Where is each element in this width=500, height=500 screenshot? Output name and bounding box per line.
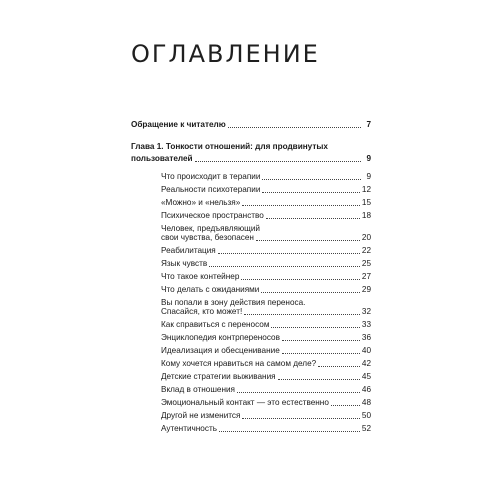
entry-label: Эмоциональный контакт — это естественно — [161, 398, 329, 407]
entry-page: 36 — [361, 333, 371, 342]
entry-page: 25 — [361, 259, 371, 268]
entry-page: 46 — [361, 385, 371, 394]
entry-page: 33 — [361, 320, 371, 329]
entry-page: 22 — [361, 246, 371, 255]
leader-dots — [331, 405, 360, 406]
leader-dots — [278, 379, 360, 380]
entry-label: Обращение к читателю — [131, 120, 226, 129]
entry-label: Спасайся, кто может! — [161, 307, 243, 316]
toc-entry[interactable] — [161, 259, 371, 269]
leader-dots — [266, 218, 360, 219]
leader-dots — [218, 253, 360, 254]
page-title: ОГЛАВЛЕНИЕ — [131, 40, 320, 68]
entry-label-line: Вы попали в зону действия переноса. — [161, 298, 306, 307]
toc-entry[interactable] — [161, 398, 371, 408]
leader-dots — [244, 314, 360, 315]
toc-entry[interactable] — [161, 285, 371, 295]
toc-entry[interactable] — [161, 424, 371, 434]
toc-entry[interactable] — [161, 185, 371, 195]
leader-dots — [282, 340, 360, 341]
entry-label: Детские стратегии выживания — [161, 372, 276, 381]
entry-page: 50 — [361, 411, 371, 420]
entry-page: 52 — [361, 424, 371, 433]
entry-page: 48 — [361, 398, 371, 407]
leader-dots — [262, 179, 361, 180]
entry-page: 15 — [361, 198, 371, 207]
entry-page: 27 — [361, 272, 371, 281]
entry-label: Энциклопедия контрпереносов — [161, 333, 280, 342]
leader-dots — [262, 192, 359, 193]
leader-dots — [256, 240, 360, 241]
toc-entry[interactable] — [161, 320, 371, 330]
entry-label: Кому хочется нравиться на самом деле? — [161, 359, 317, 368]
entry-label: Психическое пространство — [161, 211, 264, 220]
leader-dots — [241, 279, 360, 280]
entry-page: 29 — [361, 285, 371, 294]
leader-dots — [282, 353, 360, 354]
entry-label: Вклад в отношения — [161, 385, 235, 394]
toc-entry[interactable] — [161, 233, 371, 243]
entry-label: Что делать с ожиданиями — [161, 285, 260, 294]
entry-page: 7 — [366, 120, 371, 129]
entry-label: Реальности психотерапии — [161, 185, 261, 194]
toc-entry[interactable] — [161, 272, 371, 282]
chapter-title-line: Глава 1. Тонкости отношений: для продвинутых — [131, 142, 328, 151]
entry-label: Аутентичность — [161, 424, 217, 433]
leader-dots — [242, 205, 360, 206]
entry-page: 18 — [361, 211, 371, 220]
entry-page: 12 — [361, 185, 371, 194]
entry-label-line: Человек, предъявляющий — [161, 224, 261, 233]
toc-entry[interactable] — [161, 198, 371, 208]
entry-label: Реабилитация — [161, 246, 216, 255]
toc-entry[interactable] — [161, 307, 371, 317]
entry-label: Язык чувств — [161, 259, 208, 268]
entry-page: 9 — [366, 172, 371, 181]
leader-dots — [318, 366, 360, 367]
toc-entry[interactable] — [161, 411, 371, 421]
toc-entry-chapter-1[interactable] — [131, 154, 371, 164]
entry-label: Как справиться с переносом — [161, 320, 270, 329]
toc-entry[interactable] — [161, 372, 371, 382]
leader-dots — [237, 392, 360, 393]
entry-label: «Можно» и «нельзя» — [161, 198, 241, 207]
entry-page: 20 — [361, 233, 371, 242]
entry-label: свои чувства, безопасен — [161, 233, 254, 242]
toc-entry[interactable] — [161, 333, 371, 343]
leader-dots — [261, 292, 360, 293]
entry-label: Идеализация и обесценивание — [161, 346, 280, 355]
toc-entry[interactable] — [161, 346, 371, 356]
entry-page: 40 — [361, 346, 371, 355]
leader-dots — [209, 266, 360, 267]
entry-page: 45 — [361, 372, 371, 381]
entry-label: Что такое контейнер — [161, 272, 240, 281]
toc-entry[interactable] — [161, 246, 371, 256]
entry-page: 32 — [361, 307, 371, 316]
entry-label: Другой не изменится — [161, 411, 241, 420]
toc-entry[interactable] — [161, 359, 371, 369]
entry-page: 42 — [361, 359, 371, 368]
entry-label: пользователей — [131, 154, 193, 163]
leader-dots — [271, 327, 359, 328]
toc-entry[interactable] — [161, 211, 371, 221]
entry-page: 9 — [366, 154, 371, 163]
toc-entry[interactable] — [161, 385, 371, 395]
entry-label: Что происходит в терапии — [161, 172, 261, 181]
toc-entry[interactable] — [161, 172, 371, 182]
toc-entry-preface[interactable] — [131, 120, 371, 130]
leader-dots — [195, 161, 361, 162]
leader-dots — [219, 431, 360, 432]
leader-dots — [242, 418, 359, 419]
leader-dots — [228, 127, 361, 128]
